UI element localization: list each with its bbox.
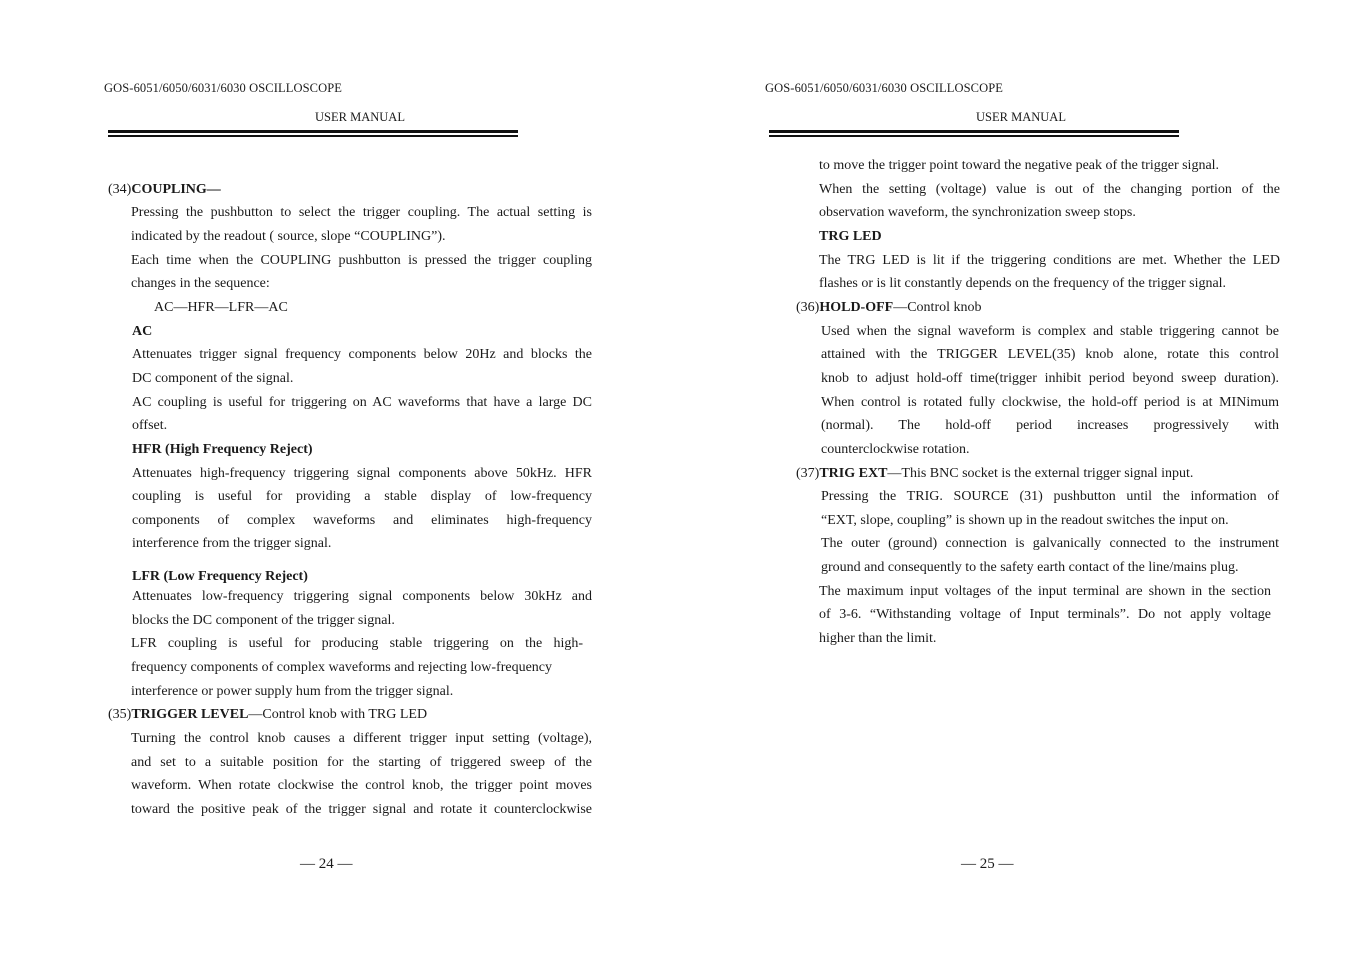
text-line: The TRG LED is lit if the triggering conditions are met. Whether the LED [819,253,1280,268]
text-line: DC component of the signal. [132,371,294,386]
text-line: counterclockwise rotation. [821,442,970,457]
text-line: toward the positive peak of the trigger signal and rotate it counterclockwise [131,802,592,817]
text-line: Pressing the pushbutton to select the trigger coupling. The actual setting is [131,205,592,220]
subheading-lfr: LFR (Low Frequency Reject) [132,569,308,584]
text-line: interference from the trigger signal. [132,536,332,551]
coupling-sequence: AC—HFR—LFR—AC [154,300,288,315]
text-line: When the setting (voltage) value is out of the changing portion of the [819,182,1280,197]
text-line: “EXT, slope, coupling” is shown up in the readout switches the input on. [821,513,1229,528]
text-line: Used when the signal waveform is complex and stable triggering cannot be [821,324,1279,339]
text-line: attained with the TRIGGER LEVEL(35) knob alone, rotate this control [821,347,1279,362]
header-subtitle: USER MANUAL [315,110,405,124]
subheading-trg-led: TRG LED [819,229,882,244]
section-heading-34: (34)COUPLING— [108,182,221,197]
text-line: Attenuates high-frequency triggering signal components above 50kHz. HFR [132,466,592,481]
text-line: Attenuates trigger signal frequency components below 20Hz and blocks the [132,347,592,362]
text-line: changes in the sequence: [131,276,270,291]
section-heading-37: (37)TRIG EXT—This BNC socket is the external trigger signal input. [796,466,1194,481]
text-line: The outer (ground) connection is galvanically connected to the instrument [821,536,1279,551]
subheading-ac: AC [132,324,153,339]
text-line: components of complex waveforms and eliminates high-frequency [132,513,592,528]
text-line: Attenuates low-frequency triggering signal components below 30kHz and [132,589,592,604]
text-line: higher than the limit. [819,631,937,646]
page-number: — 24 — [300,856,353,872]
text-line: When control is rotated fully clockwise, the hold-off period is at MINimum [821,395,1279,410]
text-line: knob to adjust hold-off time(trigger inhibit period beyond sweep duration). [821,371,1279,386]
text-line: Each time when the COUPLING pushbutton is pressed the trigger coupling [131,253,592,268]
subheading-hfr: HFR (High Frequency Reject) [132,442,313,457]
text-line: observation waveform, the synchronization sweep stops. [819,205,1136,220]
text-line: of 3-6. “Withstanding voltage of Input terminals”. Do not apply voltage [819,607,1271,622]
text-line: indicated by the readout ( source, slope “COUPLING”). [131,229,446,244]
text-line: blocks the DC component of the trigger signal. [132,613,395,628]
text-line: Pressing the TRIG. SOURCE (31) pushbutton until the information of [821,489,1279,504]
text-line: The maximum input voltages of the input terminal are shown in the section [819,584,1271,599]
text-line: frequency components of complex waveforms and rejecting low-frequency [131,660,553,675]
right-page [676,0,1351,954]
text-line: coupling is useful for providing a stable display of low-frequency [132,489,592,504]
text-line: offset. [132,418,168,433]
header-title: GOS-6051/6050/6031/6030 OSCILLOSCOPE [104,81,342,95]
header-subtitle: USER MANUAL [976,110,1066,124]
page-number: — 25 — [961,856,1014,872]
text-line: AC coupling is useful for triggering on AC waveforms that have a large DC [132,395,592,410]
section-heading-35: (35)TRIGGER LEVEL—Control knob with TRG LED [108,707,428,722]
text-line: and set to a suitable position for the starting of triggered sweep of the [131,755,592,770]
text-line: Turning the control knob causes a different trigger input setting (voltage), [131,731,592,746]
text-line: waveform. When rotate clockwise the control knob, the trigger point moves [131,778,592,793]
text-line: ground and consequently to the safety earth contact of the line/mains plug. [821,560,1239,575]
text-line: to move the trigger point toward the negative peak of the trigger signal. [819,158,1220,173]
header-title: GOS-6051/6050/6031/6030 OSCILLOSCOPE [765,81,1003,95]
text-line: (normal). The hold-off period increases progressively with [821,418,1279,433]
text-line: flashes or is lit constantly depends on the frequency of the trigger signal. [819,276,1227,291]
text-line: LFR coupling is useful for producing stable triggering on the high- [131,636,583,651]
section-heading-36: (36)HOLD-OFF—Control knob [796,300,982,315]
text-line: interference or power supply hum from the trigger signal. [131,684,454,699]
